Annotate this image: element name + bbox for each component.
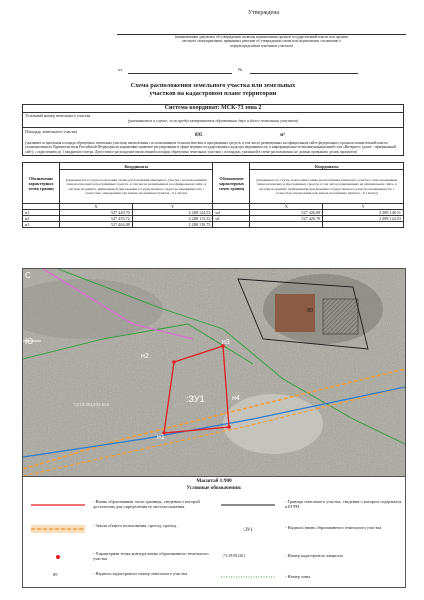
- coord-header-left: Координаты: [60, 163, 213, 170]
- area-note: [25, 141, 401, 154]
- pt-cell: н2: [23, 216, 60, 222]
- cadastral-row: [23, 113, 404, 128]
- legend-sample-cadnum: 89: [53, 572, 58, 577]
- pt-cell: н4: [213, 210, 250, 216]
- map-svg: [23, 269, 405, 476]
- area-row: [23, 128, 404, 156]
- legend-text-existing: - Граница земельного участка, сведения о котором содержатся в ЕГРН: [285, 499, 402, 510]
- cadastral-hint: (указывается в случае, если предусматривается образование двух и более земельных участков): [127, 118, 299, 123]
- cadastral-row-label: Условный номер земельного участка: [25, 113, 91, 118]
- quarter-code: 73:19:091201:564: [73, 402, 110, 407]
- approval-line-2: местного самоуправления, принявших решение об утверждении схемы или подписавших соглашение о: [182, 39, 341, 44]
- pt-cell: н1: [23, 210, 60, 216]
- title-line-2: участков на кадастровом плане территории: [149, 90, 277, 97]
- legend-text-quarter: - Номер кадастрового квартала: [285, 553, 343, 558]
- scale-label: Масштаб 1:900: [196, 478, 232, 484]
- parcel-label: :ЗУ1: [186, 394, 205, 404]
- number-label: №: [238, 67, 243, 72]
- legend-text-zone: - Номер зоны: [285, 574, 311, 579]
- legend-symbols-right: [219, 497, 279, 587]
- x-header-right: X: [250, 204, 323, 210]
- coord-note-left: (указываются в случае подготовки схемы расположения земельного участка с использованием технологических и программных средств, в том числе размещенных на официальном сайте, в системе координат, применяемой при ведении государственного кадастра недвижимости, с точностью определения для земель населенных пунктов - 0,1 метра): [60, 170, 213, 204]
- coordinates-table: [22, 162, 404, 228]
- legend-sample-zu: :ЗУ1: [243, 528, 253, 533]
- approval-line-3: перераспределении земельных участков): [230, 43, 293, 48]
- date-line: [128, 73, 232, 74]
- x-header-left: X: [60, 204, 133, 210]
- legend: [22, 476, 406, 588]
- x-cell: 527 420,70: [60, 210, 133, 216]
- cadastral-map: [22, 268, 406, 477]
- coord-header-right: Координаты: [250, 163, 404, 170]
- col-label-left: Обозначение характерных точек границ: [23, 163, 60, 204]
- coord-note-right: (указываются в случае подготовки схемы расположения земельного участка с использованием технологических и программных средств, в том числе размещенных на официальном сайте, в системе координат, применяемой при ведении государственного кадастра недвижимости, с точностью определения для земель населенных пунктов - 0,1 метра): [250, 170, 404, 204]
- legend-text-zu: - Надпись вновь образованного земельного участка: [285, 525, 382, 530]
- label-n3: н3: [222, 339, 230, 346]
- legend-text-point: - Характерная точка контура вновь образованного земельного участка: [93, 551, 209, 562]
- area-note-2: площади образуемых земельных участков с площадью, указанной в схеме расположения, не должно превышать десять процентов): [156, 149, 358, 154]
- header-table: [22, 104, 404, 156]
- area-value: 895: [195, 133, 203, 138]
- table-row: [23, 222, 404, 228]
- y-cell: 2 288 124,53: [323, 216, 404, 222]
- area-note-1: (указывается проектная площадь образуемых земельных участков, вычисленная с использованием технологических и программных средств, в том числе размещенных на официальном сайте федерального органа исполнительной власти, уполномоченного Правительством Российской Федерации на нормативно-правовое регулирование в сфере ведения государственного кадастра недвижимости, в информационно-телекоммуникационной сети «Интернет» (далее - официальный сайт), с округлением до 1 квадратного метра. Допустимое расхождение вычисленной: [25, 141, 396, 154]
- from-label: от: [118, 67, 123, 72]
- point-n4: [227, 425, 231, 429]
- legend-symbols-left: [29, 497, 89, 587]
- y-header-right: Y: [323, 204, 404, 210]
- neighbor-label: :89: [306, 308, 313, 314]
- area-label: Площадь земельного участка: [25, 129, 78, 134]
- label-n4: н4: [232, 395, 240, 402]
- point-n2: [172, 360, 176, 364]
- building-hatch: [323, 299, 358, 334]
- pt-cell: н3: [23, 222, 60, 228]
- coord-system: Система координат: МСК-73 зона 2: [23, 105, 404, 113]
- title-line-1: Схема расположения земельного участка или земельных: [130, 82, 296, 89]
- clearing: [223, 394, 323, 454]
- legend-text-new-border: - Вновь образованная часть границы, сведения о которой достаточны для определения ее местоположения: [93, 499, 200, 510]
- y-header-left: Y: [132, 204, 213, 210]
- x-cell: 527 426,08: [250, 210, 323, 216]
- empty-cell: [323, 222, 404, 228]
- south-label: Ю: [25, 337, 34, 346]
- legend-title: Условные обозначения:: [186, 485, 242, 491]
- empty-cell: [213, 222, 250, 228]
- approval-label: Утверждена: [248, 10, 280, 16]
- north-label: С: [25, 271, 31, 280]
- empty-cell: [250, 222, 323, 228]
- y-cell: 2 288 148,51: [323, 210, 404, 216]
- col-label-right: Обозначение характерных точек границ: [213, 163, 250, 204]
- x-cell: 527 455,72: [60, 216, 133, 222]
- legend-sample-quarter: 73:19:091201: [223, 553, 246, 558]
- label-n1: н1: [157, 434, 165, 441]
- y-cell: 2 288 139,75: [132, 222, 213, 228]
- approval-line-1: (наименование документа об утверждении, включая наименования органов государственной власти или органов: [175, 35, 348, 39]
- x-cell: 527 464,08: [60, 222, 133, 228]
- legend-text-cadnum: - Надпись кадастрового номер земельного участка: [93, 571, 188, 576]
- y-cell: 2 288 124,53: [132, 210, 213, 216]
- legend-point: [56, 555, 60, 559]
- approval-note: [117, 35, 406, 48]
- area-unit: м²: [280, 133, 285, 138]
- page-title: [22, 82, 404, 98]
- legend-text-public: - Земли общего пользования, проезд, проход: [93, 523, 177, 528]
- label-n2: н2: [141, 353, 149, 360]
- y-cell: 2 288 115,33: [132, 216, 213, 222]
- number-line: [250, 73, 358, 74]
- pt-cell: н1: [213, 216, 250, 222]
- x-cell: 527 420,70: [250, 216, 323, 222]
